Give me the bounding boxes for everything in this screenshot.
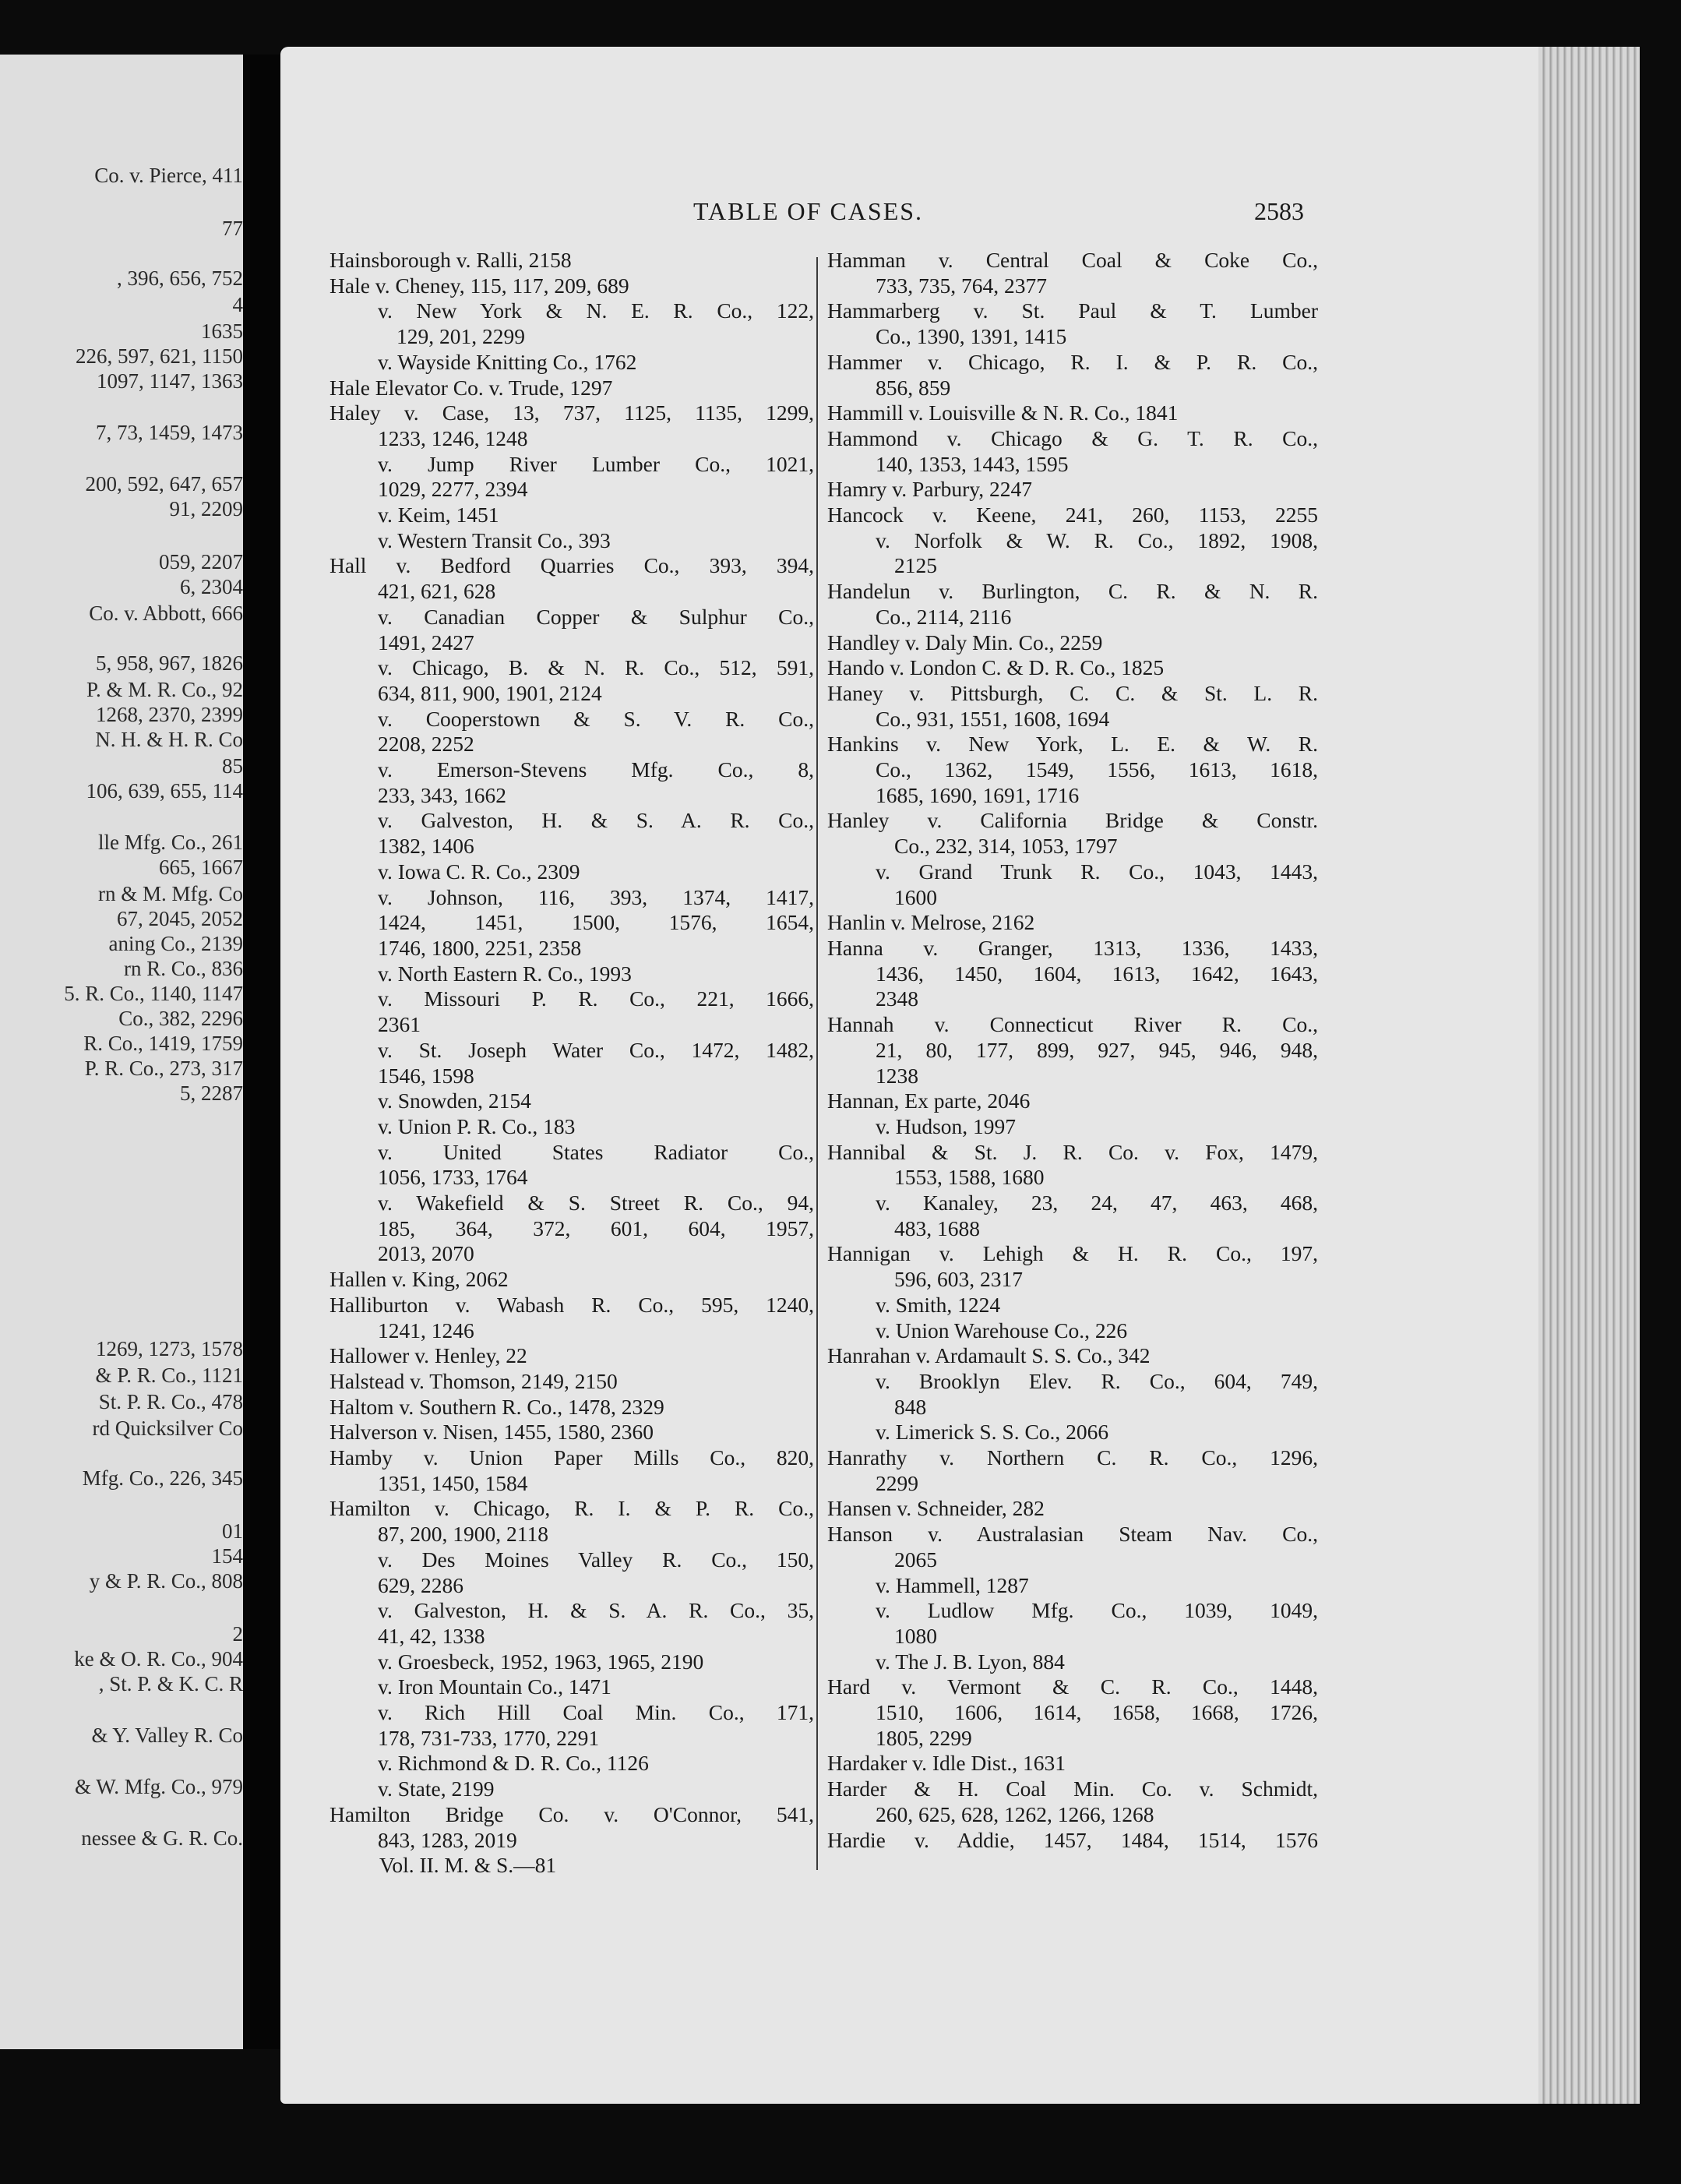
index-column-left bbox=[330, 248, 814, 1879]
index-entry-continuation: v. Rich Hill Coal Min. Co., 171, bbox=[378, 1700, 814, 1725]
facing-page-line: 6, 2304 bbox=[180, 575, 243, 598]
facing-page-line: rn & M. Mfg. Co bbox=[97, 882, 243, 905]
index-entry-continuation: 1600 bbox=[894, 884, 937, 909]
index-entry-continuation: v. Iowa C. R. Co., 2309 bbox=[378, 859, 580, 884]
index-entry: Hanna v. Granger, 1313, 1336, 1433, bbox=[827, 935, 1318, 960]
index-entry: Hanson v. Australasian Steam Nav. Co., bbox=[827, 1522, 1318, 1547]
index-entry-continuation: 87, 200, 1900, 2118 bbox=[378, 1522, 548, 1547]
index-entry-continuation: v. Des Moines Valley R. Co., 150, bbox=[378, 1547, 814, 1572]
index-entry: Hale v. Cheney, 115, 117, 209, 689 bbox=[330, 273, 629, 298]
index-entry: Halstead v. Thomson, 2149, 2150 bbox=[330, 1368, 618, 1393]
facing-page-line: ke & O. R. Co., 904 bbox=[74, 1647, 243, 1671]
index-entry-continuation: 140, 1353, 1443, 1595 bbox=[876, 451, 1069, 476]
facing-page-line: 7, 73, 1459, 1473 bbox=[96, 421, 243, 444]
index-entry-continuation: 1685, 1690, 1691, 1716 bbox=[876, 782, 1080, 807]
facing-page-line: nessee & G. R. Co. bbox=[81, 1826, 243, 1850]
facing-page-left bbox=[0, 55, 243, 2049]
index-entry: Hamman v. Central Coal & Coke Co., bbox=[827, 248, 1318, 272]
index-entry: Hammond v. Chicago & G. T. R. Co., bbox=[827, 425, 1318, 450]
index-entry: Hanlin v. Melrose, 2162 bbox=[827, 910, 1035, 935]
index-entry: Hard v. Vermont & C. R. Co., 1448, bbox=[827, 1674, 1318, 1699]
facing-page-line: 01 bbox=[222, 1519, 243, 1543]
facing-page-line: P. R. Co., 273, 317 bbox=[84, 1057, 243, 1080]
index-entry-continuation: 233, 343, 1662 bbox=[378, 782, 506, 807]
index-entry-continuation: 856, 859 bbox=[876, 375, 951, 400]
index-entry: Haley v. Case, 13, 737, 1125, 1135, 1299, bbox=[330, 400, 814, 425]
index-entry-continuation: 1238 bbox=[876, 1063, 918, 1088]
facing-page-line: 2 bbox=[232, 1622, 243, 1646]
facing-page-line: Co. v. Abbott, 666 bbox=[89, 602, 243, 625]
index-entry-continuation: v. Hammell, 1287 bbox=[876, 1572, 1029, 1597]
facing-page-line: P. & M. R. Co., 92 bbox=[86, 678, 243, 701]
index-entry: Hallower v. Henley, 22 bbox=[330, 1343, 527, 1368]
index-entry: Hamby v. Union Paper Mills Co., 820, bbox=[330, 1445, 814, 1470]
index-entry-continuation: v. Wakefield & S. Street R. Co., 94, bbox=[378, 1191, 814, 1215]
index-entry-continuation: v. Smith, 1224 bbox=[876, 1292, 1001, 1317]
facing-page-line: rd Quicksilver Co bbox=[92, 1417, 243, 1440]
index-entry-continuation: 629, 2286 bbox=[378, 1572, 463, 1597]
facing-page-line: 059, 2207 bbox=[159, 550, 243, 573]
facing-page-line: & Y. Valley R. Co bbox=[91, 1724, 243, 1747]
index-entry-continuation: v. Hudson, 1997 bbox=[876, 1113, 1017, 1138]
index-entry-continuation: 1510, 1606, 1614, 1658, 1668, 1726, bbox=[876, 1700, 1318, 1725]
facing-page-line: 106, 639, 655, 114 bbox=[86, 779, 243, 803]
index-entry-continuation: 1491, 2427 bbox=[378, 630, 474, 654]
facing-page-line: aning Co., 2139 bbox=[108, 932, 243, 955]
index-entry: Hardie v. Addie, 1457, 1484, 1514, 1576 bbox=[827, 1827, 1318, 1852]
index-entry: Harder & H. Coal Min. Co. v. Schmidt, bbox=[827, 1776, 1318, 1801]
index-entry: Hainsborough v. Ralli, 2158 bbox=[330, 248, 572, 272]
index-entry-continuation: v. Richmond & D. R. Co., 1126 bbox=[378, 1751, 649, 1776]
index-entry: Hamilton v. Chicago, R. I. & P. R. Co., bbox=[330, 1496, 814, 1521]
index-entry-continuation: v. Emerson-Stevens Mfg. Co., 8, bbox=[378, 757, 814, 782]
facing-page-line: 1097, 1147, 1363 bbox=[97, 369, 243, 393]
index-entry: Hammarberg v. St. Paul & T. Lumber bbox=[827, 298, 1318, 323]
index-entry-continuation: 2348 bbox=[876, 986, 918, 1011]
index-entry-continuation: 41, 42, 1338 bbox=[378, 1623, 485, 1648]
index-entry-continuation: v. Galveston, H. & S. A. R. Co., bbox=[378, 808, 814, 833]
index-entry-continuation: 2299 bbox=[876, 1470, 918, 1495]
index-entry: Hanrahan v. Ardamault S. S. Co., 342 bbox=[827, 1343, 1151, 1368]
facing-page-line: 5, 2287 bbox=[180, 1081, 243, 1105]
index-entry-continuation: v. New York & N. E. R. Co., 122, bbox=[378, 298, 814, 323]
index-entry: Hanrathy v. Northern C. R. Co., 1296, bbox=[827, 1445, 1318, 1470]
index-entry-continuation: v. St. Joseph Water Co., 1472, 1482, bbox=[378, 1037, 814, 1062]
index-entry-continuation: 260, 625, 628, 1262, 1266, 1268 bbox=[876, 1801, 1154, 1826]
index-entry-continuation: v. Union Warehouse Co., 226 bbox=[876, 1318, 1128, 1343]
index-entry: Hamry v. Parbury, 2247 bbox=[827, 477, 1032, 502]
index-entry-continuation: v. Cooperstown & S. V. R. Co., bbox=[378, 706, 814, 731]
index-entry-continuation: v. United States Radiator Co., bbox=[378, 1139, 814, 1164]
index-entry: Hamilton Bridge Co. v. O'Connor, 541, bbox=[330, 1801, 814, 1826]
index-entry-continuation: Co., 1362, 1549, 1556, 1613, 1618, bbox=[876, 757, 1318, 782]
facing-page-line: lle Mfg. Co., 261 bbox=[98, 831, 243, 854]
index-entry-continuation: v. Snowden, 2154 bbox=[378, 1088, 531, 1113]
index-entry-continuation: 129, 201, 2299 bbox=[396, 324, 525, 349]
index-entry: Halverson v. Nisen, 1455, 1580, 2360 bbox=[330, 1420, 654, 1445]
index-entry: Hando v. London C. & D. R. Co., 1825 bbox=[827, 655, 1165, 680]
page-edges bbox=[1538, 47, 1640, 2104]
index-entry-continuation: 733, 735, 764, 2377 bbox=[876, 273, 1047, 298]
index-entry-continuation: 1351, 1450, 1584 bbox=[378, 1470, 528, 1495]
column-divider bbox=[816, 257, 818, 1870]
index-entry-continuation: 1553, 1588, 1680 bbox=[894, 1165, 1045, 1190]
index-entry-continuation: v. Grand Trunk R. Co., 1043, 1443, bbox=[876, 859, 1318, 884]
index-entry: Hallen v. King, 2062 bbox=[330, 1267, 509, 1292]
index-entry: Hannan, Ex parte, 2046 bbox=[827, 1088, 1031, 1113]
index-entry-continuation: Co., 1390, 1391, 1415 bbox=[876, 324, 1067, 349]
index-entry-continuation: 2208, 2252 bbox=[378, 732, 474, 757]
index-entry-continuation: Co., 931, 1551, 1608, 1694 bbox=[876, 706, 1110, 731]
facing-page-line: 4 bbox=[232, 293, 243, 316]
index-entry: Hammill v. Louisville & N. R. Co., 1841 bbox=[827, 400, 1179, 425]
index-entry-continuation: 1436, 1450, 1604, 1613, 1642, 1643, bbox=[876, 961, 1318, 986]
index-entry: Handelun v. Burlington, C. R. & N. R. bbox=[827, 579, 1318, 604]
index-entry-continuation: v. Keim, 1451 bbox=[378, 503, 499, 527]
index-column-right bbox=[827, 248, 1318, 1853]
index-entry-continuation: 1029, 2277, 2394 bbox=[378, 477, 528, 502]
index-entry-continuation: 843, 1283, 2019 bbox=[378, 1827, 517, 1852]
index-entry-continuation: v. Iron Mountain Co., 1471 bbox=[378, 1674, 611, 1699]
facing-page-line: 154 bbox=[211, 1544, 243, 1568]
facing-page-line: R. Co., 1419, 1759 bbox=[83, 1032, 243, 1055]
facing-page-line: 91, 2209 bbox=[169, 497, 243, 520]
index-entry-continuation: 1546, 1598 bbox=[378, 1063, 474, 1088]
index-entry-continuation: v. State, 2199 bbox=[378, 1776, 495, 1801]
index-entry-continuation: 1080 bbox=[894, 1623, 937, 1648]
facing-page-line: & W. Mfg. Co., 979 bbox=[74, 1775, 243, 1798]
index-entry-continuation: v. Kanaley, 23, 24, 47, 463, 468, bbox=[876, 1191, 1318, 1215]
facing-page-line: 665, 1667 bbox=[159, 856, 243, 879]
facing-page-line: Mfg. Co., 226, 345 bbox=[82, 1466, 243, 1490]
index-entry-continuation: v. Groesbeck, 1952, 1963, 1965, 2190 bbox=[378, 1649, 704, 1674]
signature-footer: Vol. II. M. & S.—81 bbox=[379, 1853, 557, 1878]
index-entry-continuation: 2065 bbox=[894, 1547, 937, 1572]
index-entry-continuation: 1805, 2299 bbox=[876, 1725, 972, 1750]
index-entry-continuation: 1382, 1406 bbox=[378, 834, 474, 859]
index-entry-continuation: v. Western Transit Co., 393 bbox=[378, 527, 611, 552]
facing-page-line: Co., 382, 2296 bbox=[118, 1007, 243, 1030]
facing-page-line: , 396, 656, 752 bbox=[117, 266, 243, 290]
index-entry: Hancock v. Keene, 241, 260, 1153, 2255 bbox=[827, 503, 1318, 527]
facing-page-line: Co. v. Pierce, 411 bbox=[94, 164, 243, 187]
facing-page-line: , St. P. & K. C. R bbox=[98, 1672, 243, 1695]
index-entry-continuation: 1424, 1451, 1500, 1576, 1654, bbox=[378, 910, 814, 935]
facing-page-line: 5. R. Co., 1140, 1147 bbox=[64, 982, 243, 1005]
index-entry-continuation: 596, 603, 2317 bbox=[894, 1267, 1023, 1292]
index-entry-continuation: 634, 811, 900, 1901, 2124 bbox=[378, 680, 602, 705]
facing-page-line: N. H. & H. R. Co bbox=[95, 728, 243, 751]
index-entry: Hall v. Bedford Quarries Co., 393, 394, bbox=[330, 553, 814, 578]
index-entry-continuation: v. Missouri P. R. Co., 221, 1666, bbox=[378, 986, 814, 1011]
index-entry-continuation: 1746, 1800, 2251, 2358 bbox=[378, 935, 582, 960]
running-head: TABLE OF CASES. bbox=[693, 197, 924, 225]
page-number: 2583 bbox=[1254, 197, 1304, 225]
index-entry-continuation: 1241, 1246 bbox=[378, 1318, 474, 1343]
index-entry-continuation: Co., 232, 314, 1053, 1797 bbox=[894, 834, 1118, 859]
index-entry-continuation: Co., 2114, 2116 bbox=[876, 604, 1012, 629]
index-entry-continuation: v. Galveston, H. & S. A. R. Co., 35, bbox=[378, 1598, 814, 1623]
index-entry: Haltom v. Southern R. Co., 1478, 2329 bbox=[330, 1394, 664, 1419]
index-entry-continuation: v. Canadian Copper & Sulphur Co., bbox=[378, 604, 814, 629]
facing-page-line: & P. R. Co., 1121 bbox=[95, 1364, 243, 1387]
index-entry-continuation: 185, 364, 372, 601, 604, 1957, bbox=[378, 1215, 814, 1240]
index-entry-continuation: v. Norfolk & W. R. Co., 1892, 1908, bbox=[876, 527, 1318, 552]
facing-page-line: rn R. Co., 836 bbox=[123, 957, 243, 980]
index-entry: Haney v. Pittsburgh, C. C. & St. L. R. bbox=[827, 680, 1318, 705]
facing-page-line: 67, 2045, 2052 bbox=[117, 907, 243, 930]
facing-page-line: 5, 958, 967, 1826 bbox=[96, 651, 243, 675]
index-entry-continuation: v. Limerick S. S. Co., 2066 bbox=[876, 1420, 1109, 1445]
index-entry: Hankins v. New York, L. E. & W. R. bbox=[827, 732, 1318, 757]
index-entry: Hammer v. Chicago, R. I. & P. R. Co., bbox=[827, 349, 1318, 374]
index-entry-continuation: 21, 80, 177, 899, 927, 945, 946, 948, bbox=[876, 1037, 1318, 1062]
index-entry-continuation: v. North Eastern R. Co., 1993 bbox=[378, 961, 632, 986]
index-entry: Hannigan v. Lehigh & H. R. Co., 197, bbox=[827, 1241, 1318, 1266]
index-entry: Hardaker v. Idle Dist., 1631 bbox=[827, 1751, 1066, 1776]
facing-page-line: 226, 597, 621, 1150 bbox=[76, 344, 243, 368]
index-entry-continuation: v. Union P. R. Co., 183 bbox=[378, 1113, 576, 1138]
facing-page-line: y & P. R. Co., 808 bbox=[89, 1569, 243, 1593]
index-entry-continuation: 2013, 2070 bbox=[378, 1241, 474, 1266]
index-entry-continuation: 483, 1688 bbox=[894, 1215, 980, 1240]
index-entry-continuation: 421, 621, 628 bbox=[378, 579, 496, 604]
index-entry: Hansen v. Schneider, 282 bbox=[827, 1496, 1045, 1521]
index-entry: Hannibal & St. J. R. Co. v. Fox, 1479, bbox=[827, 1139, 1318, 1164]
index-entry-continuation: v. Johnson, 116, 393, 1374, 1417, bbox=[378, 884, 814, 909]
index-entry-continuation: 848 bbox=[894, 1394, 927, 1419]
index-entry: Hale Elevator Co. v. Trude, 1297 bbox=[330, 375, 613, 400]
index-entry-continuation: v. Wayside Knitting Co., 1762 bbox=[378, 349, 637, 374]
index-entry-continuation: v. Jump River Lumber Co., 1021, bbox=[378, 451, 814, 476]
index-entry-continuation: v. Ludlow Mfg. Co., 1039, 1049, bbox=[876, 1598, 1318, 1623]
index-entry: Hanley v. California Bridge & Constr. bbox=[827, 808, 1318, 833]
index-entry: Handley v. Daly Min. Co., 2259 bbox=[827, 630, 1103, 654]
facing-page-line: 1268, 2370, 2399 bbox=[96, 703, 243, 726]
index-entry-continuation: v. Chicago, B. & N. R. Co., 512, 591, bbox=[378, 655, 814, 680]
index-entry: Halliburton v. Wabash R. Co., 595, 1240, bbox=[330, 1292, 814, 1317]
index-entry-continuation: 178, 731-733, 1770, 2291 bbox=[378, 1725, 600, 1750]
index-entry-continuation: 2361 bbox=[378, 1012, 421, 1037]
facing-page-line: St. P. R. Co., 478 bbox=[98, 1390, 243, 1413]
facing-page-line: 1635 bbox=[201, 319, 243, 343]
facing-page-line: 200, 592, 647, 657 bbox=[85, 472, 243, 496]
book-gutter bbox=[243, 55, 282, 2049]
index-entry-continuation: v. Brooklyn Elev. R. Co., 604, 749, bbox=[876, 1368, 1318, 1393]
facing-page-line: 77 bbox=[222, 217, 243, 240]
index-entry: Hannah v. Connecticut River R. Co., bbox=[827, 1012, 1318, 1037]
facing-page-line: 85 bbox=[222, 754, 243, 778]
facing-page-line: 1269, 1273, 1578 bbox=[96, 1337, 243, 1360]
index-entry-continuation: v. The J. B. Lyon, 884 bbox=[876, 1649, 1065, 1674]
index-entry-continuation: 2125 bbox=[894, 553, 937, 578]
index-entry-continuation: 1056, 1733, 1764 bbox=[378, 1165, 528, 1190]
index-entry-continuation: 1233, 1246, 1248 bbox=[378, 425, 528, 450]
